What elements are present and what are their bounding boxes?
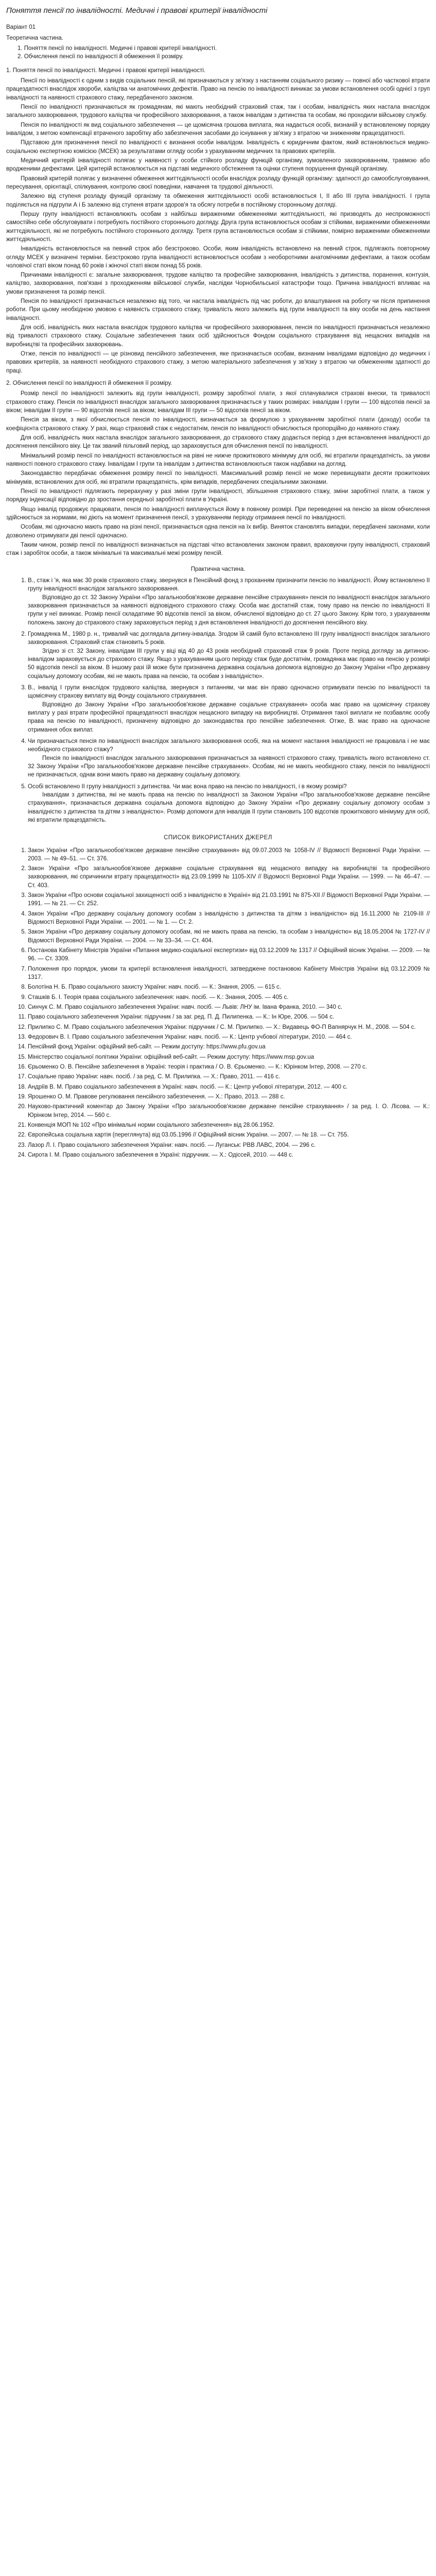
practice-task — [28, 737, 430, 779]
task-statement: 4. Чи призначається пенсія по інвалідності внаслідок загального захворювання особі, яка на момент настання інвалідності не працювала і не має необхідного страхового стажу? — [28, 738, 430, 753]
reference-item: 23. Лазор Л. І. Право соціального забезпечення України: навч. посіб. — Луганськ: РВВ ЛАВС, 2004. — 296 с. — [28, 1141, 430, 1149]
references-heading: СПИСОК ВИКОРИСТАНИХ ДЖЕРЕЛ — [164, 835, 272, 841]
toc-item[interactable]: 2. Обчислення пенсії по інвалідності й обмеження її розміру. — [18, 54, 184, 60]
paragraph: Таким чином, розмір пенсії по інвалідності визначається на підставі чітко встановлених законом правил, враховуючи групу інвалідності, страховий стаж і заробіток особи, а також мінімальні та максимальні межі розміру пенсій. — [6, 542, 430, 557]
task-statement: 1. В., стаж і 'я, яка має 30 років страхового стажу, звернувся в Пенсійний фонд з проханням призначити пенсію по інвалідності. Йому встановлено II групу інвалідності внаслідок загального захворювання. — [28, 577, 430, 592]
reference-item: 9. Сташків Б. І. Теорія права соціального забезпечення: навч. посіб. — К.: Знання, 2005. — 405 с. — [28, 993, 430, 1002]
section-heading: 1. Поняття пенсії по інвалідності. Медичні і правові критерії інвалідності. — [6, 67, 206, 74]
document-title: Поняття пенсії по інвалідності. Медичні і правові критерії інвалідності — [6, 6, 268, 15]
practice-task — [28, 630, 430, 681]
task-answer: Відповідно до ст. 32 Закону України «Про загальнообов'язкове державне пенсійне страхування» пенсія по інвалідності внаслідок загального захворювання призначається за наявності відповідного страхового стажу. Особа має достатній стаж, тому право на пенсію по інвалідності II групи у неї виникає. Розмір пенсії складатиме 90 відсотків пенсії за віком, обчисленої відповідно до ст. 27 цього Закону. Крім того, з урахуванням положень закону до страхового стажу зараховується період з дня встановлення інвалідності до досягнення пенсійного віку. — [28, 594, 430, 626]
reference-item: 10. Синчук С. М. Право соціального забезпечення України: навч. посіб. — Львів: ЛНУ ім. Івана Франка, 2010. — 340 с. — [28, 1003, 430, 1011]
paragraph: Пенсії по інвалідності підлягають перерахунку у разі зміни групи інвалідності, збільшення страхового стажу, зміни заробітної плати, а також у порядку індексації відповідно до зростання середньої заробітної плати в Україні. — [6, 488, 430, 503]
reference-item: 17. Соціальне право України: навч. посіб. / за ред. С. М. Прилипка. — Х.: Право, 2011. — 416 с. — [28, 1073, 430, 1081]
practice-heading: Практична частина. — [190, 566, 246, 572]
task-answer: Пенсія по інвалідності внаслідок загального захворювання призначається за наявності страхового стажу, тривалість якого встановлено ст. 32 Закону України «Про загальнообов'язкове державне пенсійне страхування». Особам, які не мають необхідного стажу, пенсія по інвалідності не призначається, однак вони мають право на державну соціальну допомогу. — [28, 755, 430, 778]
reference-item: 14. Пенсійний фонд України: офіційний веб-сайт. — Режим доступу: https://www.pfu.gov.ua — [28, 1043, 430, 1051]
paragraph: Для осіб, інвалідність яких настала внаслідок трудового каліцтва чи професійного захворювання, пенсія по інвалідності призначається незалежно від тривалості страхового стажу. Соціальне забезпечення таких осіб здійснюється Фондом соціального страхування від нещасних випадків на виробництві та професійних захворювань. — [6, 325, 430, 348]
paragraph: Якщо інвалід продовжує працювати, пенсія по інвалідності виплачується йому в повному розмірі. При переведенні на пенсію за віком обчислення здійснюється за нормами, які діють на момент призначення пенсії, з урахуванням періоду отримання пенсії по інвалідності. — [6, 506, 430, 521]
document-page — [0, 0, 436, 1171]
reference-item: 4. Закон України «Про державну соціальну допомогу особам з інвалідністю з дитинства та дітям з інвалідністю» від 16.11.2000 № 2109-III // Відомості Верховної Ради України. — 2001. — № 1. — Ст. 2. — [28, 910, 430, 927]
paragraph: Першу групу інвалідності встановлюють особам з найбільш вираженими обмеженнями життєдіяльності, які призводять до неспроможності самостійно себе обслуговувати і потребують постійного стороннього догляду. Друга група встановлюється особам зі стійкими, вираженими обмеженнями життєдіяльності, які не потребують постійного стороннього догляду. Третя група встановлюється особам зі стійкими, помірно вираженими обмеженнями життєдіяльності. — [6, 211, 430, 243]
paragraph: Для осіб, інвалідність яких настала внаслідок загального захворювання, до страхового стажу додається період з дня встановлення інвалідності до досягнення пенсійного віку. Це так званий пільговий період, що зараховується для обчислення пенсії по інвалідності. — [6, 435, 430, 450]
section-2-body — [6, 389, 430, 557]
task-answer: Згідно зі ст. 32 Закону, інвалідам III групи у віці від 40 до 43 років необхідний страховий стаж 9 років. Проте період догляду за дитиною-інвалідом зараховується до страхового стажу. Якщо з урахуванням цього періоду стаж буде достатнім, громадянка має право на пенсію у розмірі 50 відсотків пенсії за віком. В іншому разі їй може бути призначена державна соціальна допомога відповідно до Закону України «Про державну соціальну допомогу особам, які не мають права на пенсію, та особам з інвалідністю». — [28, 648, 430, 680]
paragraph: Пенсія по інвалідності призначається незалежно від того, чи настала інвалідність під час роботи, до влаштування на роботу чи після припинення роботи. При цьому необхідною умовою є наявність страхового стажу, тривалість якого залежить від групи інвалідності та віку особи на день настання інвалідності. — [6, 298, 430, 321]
reference-item: 5. Закон України «Про державну соціальну допомогу особам, які не мають права на пенсію, та особам з інвалідністю» від 18.05.2004 № 1727-IV // Відомості Верховної Ради України. — 2004. — № 33–34. — Ст. 404. — [28, 928, 430, 945]
reference-item: 13. Федорович В. І. Право соціального забезпечення України: навч. посіб. — К.: Центр учбової літератури, 2010. — 464 с. — [28, 1033, 430, 1041]
paragraph: Мінімальний розмір пенсії по інвалідності встановлюється на рівні не нижче прожиткового мінімуму для осіб, які втратили працездатність, за умови наявності повного страхового стажу. Інвалідам I групи та інвалідам з дитинства встановлюються також надбавки на догляд. — [6, 452, 430, 468]
section-1-body — [6, 77, 430, 375]
reference-item: 12. Прилипко С. М. Право соціального забезпечення України: підручник / С. М. Прилипко. — Х.: Видавець ФО-П Вапнярчук Н. М., 2008. — 504 с. — [28, 1023, 430, 1031]
paragraph: Медичний критерій інвалідності полягає у наявності у особи стійкого розладу функцій організму, зумовленого захворюванням, травмою або вродженими дефектами. Цей критерій встановлюється на підставі медичного обстеження та оцінки ступеня порушення функцій організму. — [6, 157, 430, 173]
practice-task — [28, 577, 430, 627]
practice-task — [28, 783, 430, 825]
paragraph: Розмір пенсії по інвалідності залежить від групи інвалідності, розміру заробітної плати, з якої сплачувалися страхові внески, та тривалості страхового стажу. Пенсія по інвалідності внаслідок загального захворювання призначається у таких розмірах: інвалідам I групи — 100 відсотків пенсії за віком; інвалідам II групи — 90 відсотків пенсії за віком; інвалідам III групи — 50 відсотків пенсії за віком. — [6, 391, 430, 414]
table-of-contents — [6, 44, 430, 61]
practice-task — [28, 684, 430, 734]
toc-item[interactable]: 1. Поняття пенсії по інвалідності. Медичні і правові критерії інвалідності. — [18, 45, 217, 52]
references-list — [6, 846, 430, 1160]
reference-item: 20. Науково-практичний коментар до Закону України «Про загальнообов'язкове державне пенсійне страхування» / за ред. І. О. Лісова. — К.: Юрінком Інтер, 2014. — 560 с. — [28, 1103, 430, 1120]
reference-item: 11. Право соціального забезпечення України: підручник / за заг. ред. П. Д. Пилипенка. — К.: Ін Юре, 2006. — 504 с. — [28, 1013, 430, 1021]
reference-item: 8. Болотіна Н. Б. Право соціального захисту України: навч. посіб. — К.: Знання, 2005. — 615 с. — [28, 983, 430, 991]
paragraph: Пенсія за віком, з якої обчислюється пенсія по інвалідності, визначається за формулою з урахуванням заробітної плати (доходу) особи та коефіцієнта страхового стажу. У разі, якщо страховий стаж є недостатнім, пенсія по інвалідності обчислюється пропорційно до наявного стажу. — [6, 417, 430, 432]
paragraph: Пенсії по інвалідності призначаються як громадянам, які мають необхідний страховий стаж, так і особам, інвалідність яких настала внаслідок загального захворювання, трудового каліцтва чи професійного захворювання, а також інвалідам з дитинства та особам, які проходили військову службу. — [6, 104, 430, 119]
paragraph: Інвалідність встановлюється на певний строк або безстроково. Особи, яким інвалідність встановлено на певний строк, підлягають повторному огляду МСЕК у визначені терміни. Безстроково група інвалідності встановлюється особам з необоротними анатомічними дефектами, а також особам чоловічої статі віком понад 60 років і жіночої статі віком понад 55 років. — [6, 246, 430, 269]
paragraph: Пенсії по інвалідності є одним з видів соціальних пенсій, які призначаються у зв'язку з настанням соціального ризику — повної або часткової втрати працездатності внаслідок хвороби, каліцтва чи анатомічних дефектів. Право на пенсію по інвалідності виникає за умови встановлення особі однієї з груп інвалідності та наявності страхового стажу, передбаченого законом. — [6, 77, 430, 101]
task-statement: 3. В., інвалід I групи внаслідок трудового каліцтва, звернувся з питанням, чи має він право одночасно отримувати пенсію по інвалідності та щомісячну страхову виплату від Фонду соціального страхування. — [28, 684, 430, 700]
reference-item: 21. Конвенція МОП № 102 «Про мінімальні норми соціального забезпечення» від 28.06.1952. — [28, 1121, 430, 1129]
reference-item: 18. Андріїв В. М. Право соціального забезпечення в Україні: навч. посіб. — К.: Центр учбової літератури, 2012. — 400 с. — [28, 1083, 430, 1091]
practice-task-list — [6, 577, 430, 824]
reference-item: 19. Ярошенко О. М. Правове регулювання пенсійного забезпечення. — Х.: Право, 2013. — 288 с. — [28, 1093, 430, 1101]
task-answer: Відповідно до Закону України «Про загальнообов'язкове державне соціальне страхування» особа має право на щомісячну страхову виплату у разі втрати професійної працездатності внаслідок нещасного випадку на виробництві. Отримання такої виплати не позбавляє особу права на пенсію по інвалідності, призначену відповідно до законодавства про пенсійне забезпечення. Отже, В. має право на одночасне отримання обох виплат. — [28, 701, 430, 733]
theory-label: Теоретична частина. — [6, 35, 63, 41]
reference-item: 15. Міністерство соціальної політики України: офіційний веб-сайт. — Режим доступу: https://www.msp.gov.ua — [28, 1053, 430, 1061]
task-statement: 5. Особі встановлено II групу інвалідності з дитинства. Чи має вона право на пенсію по інвалідності, і в якому розмірі? — [28, 783, 347, 790]
paragraph: Пенсія по інвалідності як вид соціального забезпечення — це щомісячна грошова виплата, яка надається особі, визнаній у встановленому порядку інвалідом, з метою компенсації втраченого заробітку або забезпечення засобами до існування у зв'язку з втратою чи зниженням працездатності. — [6, 122, 430, 137]
task-answer: Інвалідам з дитинства, які не мають права на пенсію по інвалідності за Законом України «Про загальнообов'язкове державне пенсійне страхування», призначається державна соціальна допомога відповідно до Закону України «Про державну соціальну допомогу особам з інвалідністю з дитинства та дітям з інвалідністю». Розмір допомоги для інвалідів II групи становить 100 відсотків прожиткового мінімуму для осіб, які втратили працездатність. — [28, 791, 430, 823]
paragraph: Законодавство передбачає обмеження розміру пенсії по інвалідності. Максимальний розмір пенсії не може перевищувати десяти прожиткових мінімумів, встановлених для осіб, які втратили працездатність, крім випадків, передбачених спеціальними законами. — [6, 470, 430, 485]
reference-item: 22. Європейська соціальна хартія (переглянута) від 03.05.1996 // Офіційний вісник України. — 2007. — № 18. — Ст. 755. — [28, 1131, 430, 1139]
variant-label: Варіант 01 — [6, 24, 36, 31]
section-heading: 2. Обчислення пенсії по інвалідності й обмеження її розміру. — [6, 380, 172, 387]
task-statement: 2. Громадянка М., 1980 р. н., тривалий час доглядала дитину-інваліда. Згодом їй самій було встановлено III групу інвалідності внаслідок загального захворювання. Страховий стаж становить 5 років. — [28, 631, 430, 646]
reference-item: 16. Єрьоменко О. В. Пенсійне забезпечення в Україні: теорія і практика / О. В. Єрьоменко. — К.: Юрінком Інтер, 2008. — 270 с. — [28, 1063, 430, 1071]
reference-item: 1. Закон України «Про загальнообов'язкове державне пенсійне страхування» від 09.07.2003 № 1058-IV // Відомості Верховної Ради України. — 2003. — № 49–51. — Ст. 376. — [28, 846, 430, 863]
paragraph: Причинами інвалідності є: загальне захворювання, трудове каліцтво та професійне захворювання, інвалідність з дитинства, поранення, контузія, каліцтво, захворювання, пов'язані з проходженням військової служби, наслідки Чорнобильської катастрофи тощо. Причина інвалідності впливає на умови призначення та розмір пенсії. — [6, 272, 430, 295]
paragraph: Підставою для призначення пенсії по інвалідності є визнання особи інвалідом. Інвалідність є юридичним фактом, який встановлюється медико-соціальною експертною комісією (МСЕК) за результатами огляду особи з урахуванням медичних та правових критеріїв. — [6, 140, 430, 155]
paragraph: Особам, які одночасно мають право на різні пенсії, призначається одна пенсія на їх вибір. Виняток становлять випадки, передбачені законами, коли дозволено отримувати дві пенсії одночасно. — [6, 524, 430, 539]
reference-item: 2. Закон України «Про загальнообов'язкове державне соціальне страхування від нещасного випадку на виробництві та професійного захворювання, які спричинили втрату працездатності» від 23.09.1999 № 1105-XIV // Відомості Верховної Ради України. — 1999. — № 46–47. — Ст. 403. — [28, 865, 430, 890]
reference-item: 24. Сирота І. М. Право соціального забезпечення в Україні: підручник. — Х.: Одіссей, 2010. — 448 с. — [28, 1151, 430, 1159]
paragraph: Правовий критерій полягає у визначенні обмеження життєдіяльності особи внаслідок розладу функцій організму: здатності до самообслуговування, пересування, орієнтації, спілкування, контролю своєї поведінки, навчання та трудової діяльності. — [6, 175, 430, 190]
reference-item: 3. Закон України «Про основи соціальної захищеності осіб з інвалідністю в Україні» від 21.03.1991 № 875-XII // Відомості Верховної Ради України. — 1991. — № 21. — Ст. 252. — [28, 891, 430, 908]
reference-item: 7. Положення про порядок, умови та критерії встановлення інвалідності, затверджене постановою Кабінету Міністрів України від 03.12.2009 № 1317. — [28, 965, 430, 982]
paragraph: Залежно від ступеня розладу функцій організму та обмеження життєдіяльності особі встановлюється I, II або III група інвалідності. I група поділяється на підгрупи А і Б залежно від ступеня втрати здоров'я та обсягу потреби в постійному сторонньому догляді. — [6, 193, 430, 208]
paragraph: Отже, пенсія по інвалідності — це різновид пенсійного забезпечення, яке призначається особам, визнаним інвалідами відповідно до медичних і правових критеріїв, за наявності необхідного страхового стажу, з метою матеріального забезпечення у зв'язку з втратою чи обмеженням здатності до праці. — [6, 351, 430, 374]
reference-item: 6. Постанова Кабінету Міністрів України «Питання медико-соціальної експертизи» від 03.12.2009 № 1317 // Офіційний вісник України. — 2009. — № 96. — Ст. 3309. — [28, 946, 430, 963]
